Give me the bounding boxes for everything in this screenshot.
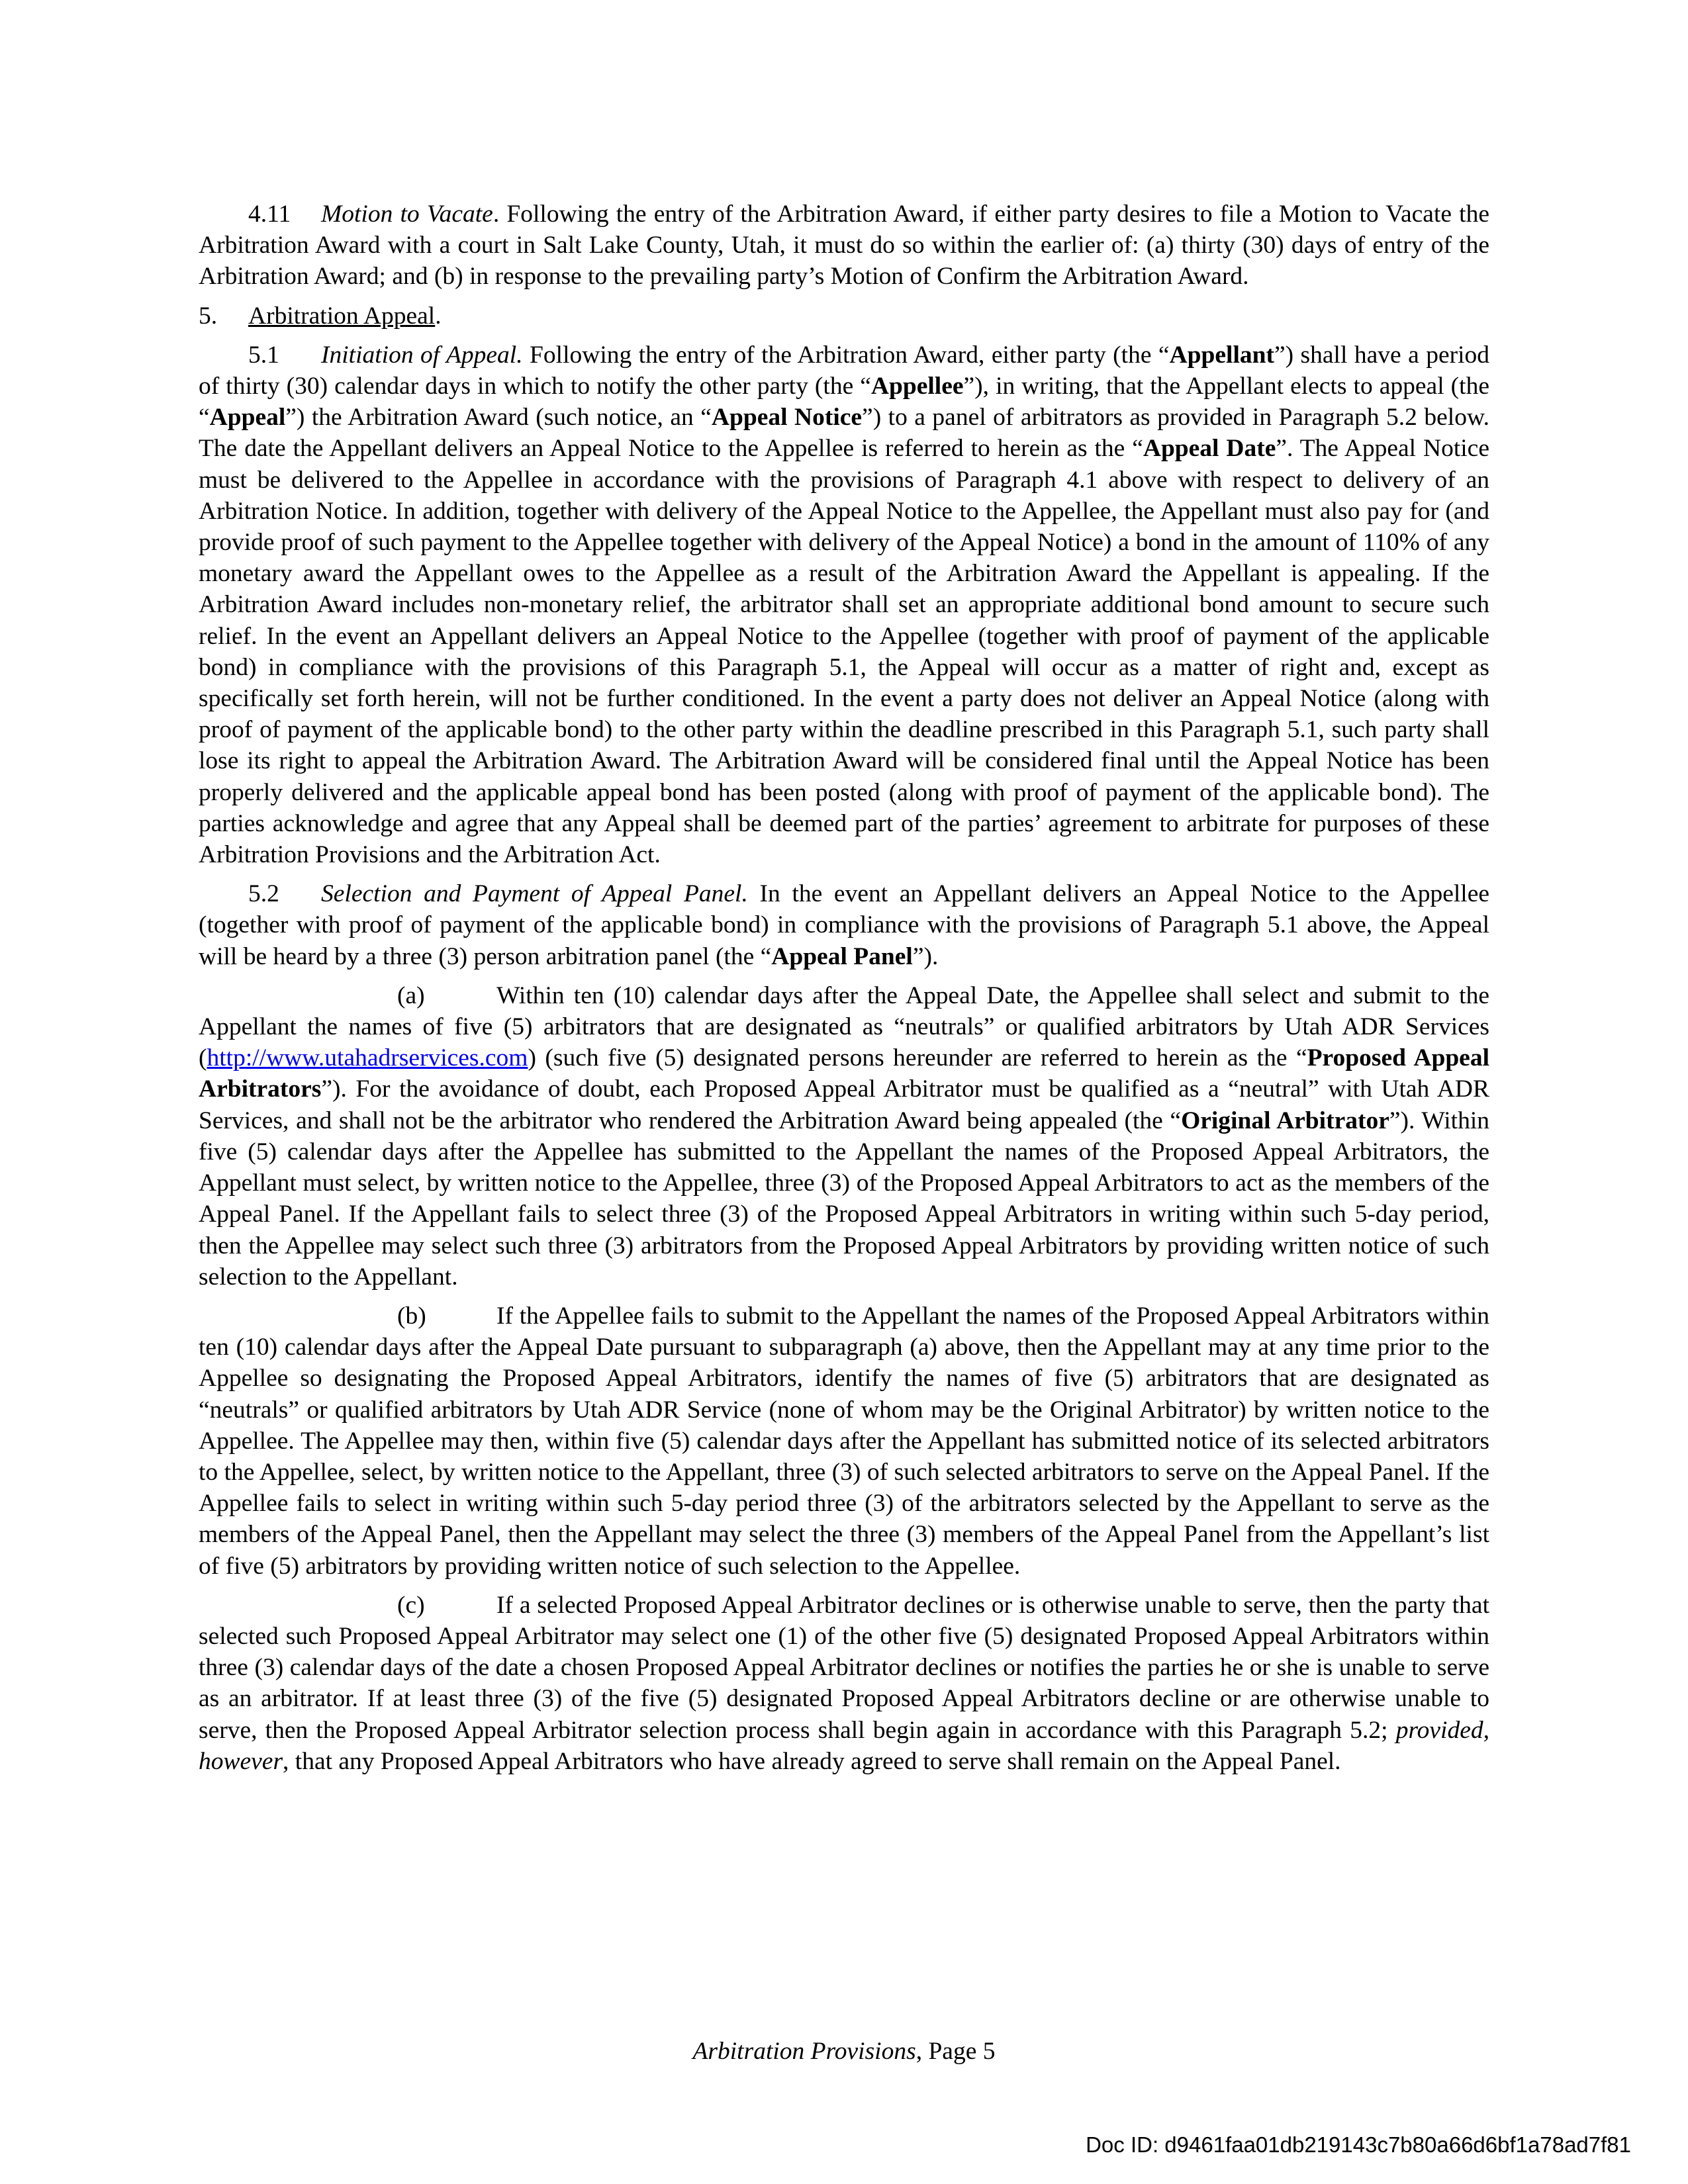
paragraph-number: 5.2	[248, 880, 279, 908]
defined-term: Proposed Appeal Arbitrators	[199, 1044, 1489, 1103]
paragraph-number: 4.11	[248, 201, 291, 228]
footer-page-number: , Page 5	[915, 2038, 996, 2065]
italic-phrase: provided, however	[199, 1716, 1489, 1775]
defined-term: Appellee	[870, 373, 964, 400]
defined-term: Appeal Date	[1143, 435, 1276, 463]
paragraph-5-1: 5.1 Initiation of Appeal. Following the entry of the Arbitration Award, either party (the “Appellant”) shall have a period of thirty (30) calendar days in which to notify the other party (the “Appellee”), in writing, that the Appellant elects to appeal (the “Appeal”) the Arbitration Award (such notice, an “Appeal Notice”) to a panel of arbitrators as provided in Paragraph 5.2 below. The date the Appellant delivers an Appeal Notice to the Appellee is referred to herein as the “Appeal Date”. The Appeal Notice must be delivered to the Appellee in accordance with the provisions of Paragraph 4.1 above with respect to delivery of an Arbitration Notice. In addition, together with delivery of the Appeal Notice to the Appellee, the Appellant must also pay for (and provide proof of such payment to the Appellee together with delivery of the Appeal Notice) a bond in the amount of 110% of any monetary award the Appellant owes to the Appellee as a result of the Arbitration Award the Appellant is appealing. If the Arbitration Award includes non-monetary relief, the arbitrator shall set an appropriate additional bond amount to secure such relief. In the event an Appellant delivers an Appeal Notice to the Appellee (together with proof of payment of the applicable bond) in compliance with the provisions of this Paragraph 5.1, the Appeal will occur as a matter of right and, except as specifically set forth herein, will not be further conditioned. In the event a party does not deliver an Appeal Notice (along with proof of payment of the applicable bond) to the other party within the deadline prescribed in this Paragraph 5.1, such party shall lose its right to appeal the Arbitration Award. The Arbitration Award will be considered final until the Appeal Notice has been properly delivered and the applicable appeal bond has been posted (along with proof of payment of the applicable bond). The parties acknowledge and agree that any Appeal shall be deemed part of the parties’ agreement to arbitrate for purposes of these Arbitration Provisions and the Arbitration Act.	[199, 340, 1489, 870]
paragraph-4-11: 4.11 Motion to Vacate. Following the entry of the Arbitration Award, if either party desires to file a Motion to Vacate the Arbitration Award with a court in Salt Lake County, Utah, it must do so within the earlier of: (a) thirty (30) days of entry of the Arbitration Award; and (b) in response to the prevailing party’s Motion of Confirm the Arbitration Award.	[199, 199, 1489, 293]
defined-term: Appeal Notice	[711, 404, 863, 432]
paragraph-text: Following the entry of the Arbitration Award, if either party desires to file a Motion to Vacate the Arbitration Award with a court in Salt Lake County, Utah, it must do so within the earlier of: (a) thirty (30) days of entry of the Arbitration Award; and (b) in response to the prevailing party’s Motion of Confirm the Arbitration Award.	[199, 201, 1489, 291]
page-footer	[0, 2037, 1688, 2066]
subparagraph-number: (c)	[397, 1591, 425, 1619]
section-title: Arbitration Appeal	[248, 302, 436, 330]
subparagraph-a: (a) Within ten (10) calendar days after the Appeal Date, the Appellee shall select and submit to the Appellant the names of five (5) arbitrators that are designated as “neutrals” or qualified arbitrators by Utah ADR Services (http://www.utahadrservices.com) (such five (5) designated persons hereunder are referred to herein as the “Proposed Appeal Arbitrators”). For the avoidance of doubt, each Proposed Appeal Arbitrator must be qualified as a “neutral” with Utah ADR Services, and shall not be the arbitrator who rendered the Arbitration Award being appealed (the “Original Arbitrator”). Within five (5) calendar days after the Appellee has submitted to the Appellant the names of the Proposed Appeal Arbitrators, the Appellant must select, by written notice to the Appellee, three (3) of the Proposed Appeal Arbitrators to act as the members of the Appeal Panel. If the Appellant fails to select three (3) of the Proposed Appeal Arbitrators in writing within such 5-day period, then the Appellee may select such three (3) arbitrators from the Proposed Appeal Arbitrators by providing written notice of such selection to the Appellant.	[199, 980, 1489, 1293]
paragraph-5-2: 5.2 Selection and Payment of Appeal Panel. In the event an Appellant delivers an Appeal Notice to the Appellee (together with proof of payment of the applicable bond) in compliance with the provisions of Paragraph 5.1 above, the Appeal will be heard by a three (3) person arbitration panel (the “Appeal Panel”).	[199, 878, 1489, 972]
defined-term: Appeal	[209, 404, 286, 432]
paragraph-title: Selection and Payment of Appeal Panel.	[321, 880, 748, 908]
paragraph-title: Motion to Vacate	[321, 201, 493, 228]
utah-adr-link[interactable]: http://www.utahadrservices.com	[207, 1044, 528, 1072]
subparagraph-number: (a)	[397, 981, 425, 1009]
document-page	[199, 199, 1489, 1785]
defined-term: Appeal Panel	[771, 942, 913, 970]
section-number: 5.	[199, 302, 218, 330]
doc-id-stamp: Doc ID: d9461faa01db219143c7b80a66d6bf1a78ad7f81	[1086, 2132, 1631, 2157]
subparagraph-b	[199, 1300, 1489, 1582]
subparagraph-number: (b)	[397, 1302, 426, 1330]
footer-title: Arbitration Provisions	[692, 2038, 916, 2065]
defined-term: Original Arbitrator	[1181, 1107, 1389, 1134]
paragraph-number: 5.1	[248, 341, 279, 369]
subparagraph-c: (c) If a selected Proposed Appeal Arbitrator declines or is otherwise unable to serve, then the party that selected such Proposed Appeal Arbitrator may select one (1) of the other five (5) designated Proposed Appeal Arbitrators within three (3) calendar days of the date a chosen Proposed Appeal Arbitrator declines or notifies the parties he or she is unable to serve as an arbitrator. If at least three (3) of the five (5) designated Proposed Appeal Arbitrators decline or are otherwise unable to serve, then the Proposed Appeal Arbitrator selection process shall begin again in accordance with this Paragraph 5.2; provided, however, that any Proposed Appeal Arbitrators who have already agreed to serve shall remain on the Appeal Panel.	[199, 1590, 1489, 1777]
paragraph-title: Initiation of Appeal.	[321, 341, 523, 369]
section-heading-5: 5. Arbitration Appeal.	[199, 300, 1489, 332]
defined-term: Appellant	[1169, 341, 1274, 369]
paragraph-text: If the Appellee fails to submit to the Appellant the names of the Proposed Appeal Arbitrators within ten (10) calendar days after the Appeal Date pursuant to subparagraph (a) above, then the Appellant may at any time prior to the Appellee so designating the Proposed Appeal Arbitrators, identify the names of five (5) arbitrators that are designated as “neutrals” or qualified arbitrators by Utah ADR Service (none of whom may be the Original Arbitrator) by written notice to the Appellee. The Appellee may then, within five (5) calendar days after the Appellant has submitted notice of its selected arbitrators to the Appellee, select, by written notice to the Appellant, three (3) of such selected arbitrators to serve on the Appeal Panel. If the Appellee fails to select in writing within such 5-day period three (3) of the arbitrators selected by the Appellant to serve as the members of the Appeal Panel, then the Appellant may select the three (3) members of the Appeal Panel from the Appellant’s list of five (5) arbitrators by providing written notice of such selection to the Appellee.	[199, 1302, 1489, 1580]
